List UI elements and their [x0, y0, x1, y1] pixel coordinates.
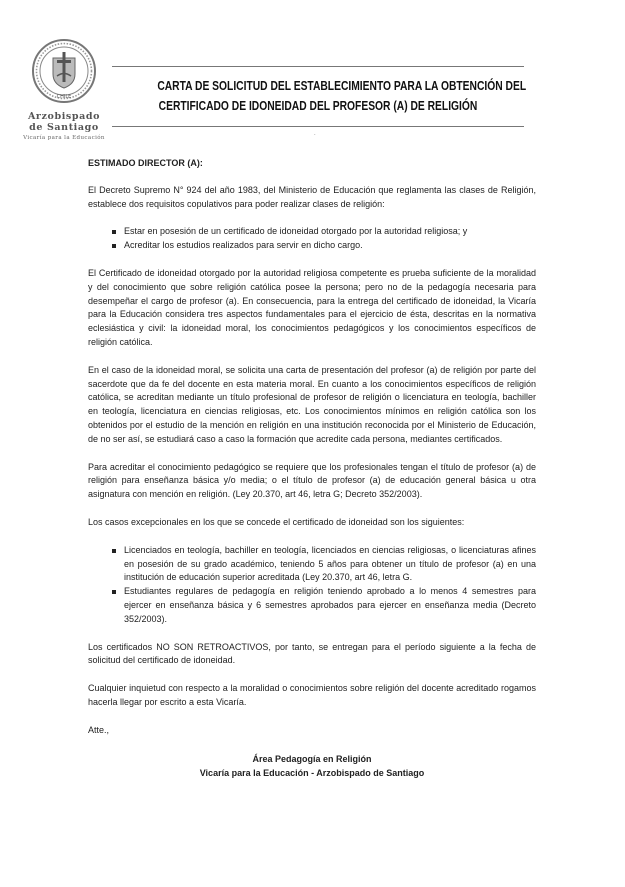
- paragraph-retroactive: Los certificados NO SON RETROACTIVOS, por tanto, se entregan para el período siguiente a la fecha de solicitud del certificado de idoneidad.: [88, 641, 536, 666]
- document-title: [157, 76, 527, 116]
- list-item-text: Estudiantes regulares de pedagogía en religión teniendo aprobado a lo menos 4 semestres para ejercer en enseñanza básica y 6 semestres aprobados para ejercer en enseñanza media (Decreto 352/2003).: [124, 586, 536, 624]
- title-line-2: CERTIFICADO DE IDONEIDAD DEL PROFESOR (A) DE RELIGIÓN: [158, 98, 478, 113]
- title-line-1: CARTA DE SOLICITUD DEL ESTABLECIMIENTO PARA LA OBTENCIÓN DEL: [157, 78, 527, 93]
- square-bullet-icon: [112, 590, 116, 594]
- arzobispado-seal-icon: [31, 38, 97, 104]
- square-bullet-icon: [112, 230, 116, 234]
- header-bottom-rule: [112, 126, 524, 127]
- arzobispado-logo: [22, 38, 106, 141]
- square-bullet-icon: [112, 244, 116, 248]
- logo-name-line1: Arzobispado: [27, 111, 101, 122]
- paragraph-moral: En el caso de la idoneidad moral, se solicita una carta de presentación del profesor (a) de religión por parte del sacerdote que da fe del docente en esta materia moral. En cuanto a los conocimientos específicos de religión católica, se acreditan mediante un título profesional de profesor de religión o licenciatura en teología, bachiller en teología, licenciatura en ciencias religiosas, etc. Los conocimientos mínimos en religión católica son los obtenidos por el estudio de la mención en religión en una institución reconocida por el Ministerio de Educación, de no ser así, se estudiará caso a caso la formación que acredite cada persona, mediantes certificados.: [88, 364, 536, 444]
- seal-text: CHILE: [56, 94, 72, 100]
- list-item-text: Acreditar los estudios realizados para servir en dicho cargo.: [124, 240, 363, 251]
- closing: Atte.,: [88, 724, 110, 735]
- requirements-list: [88, 225, 536, 253]
- list-item: [124, 585, 536, 626]
- list-item: [124, 544, 536, 585]
- paragraph-exceptional: Los casos excepcionales en los que se concede el certificado de idoneidad son los siguientes:: [88, 516, 465, 527]
- paragraph-pedagogic: Para acreditar el conocimiento pedagógico se requiere que los profesionales tengan el título de profesor (a) de religión para enseñanza básica y/o media; o el título de profesor (a) de educación general básica u otra asignatura con mención en religión. (Ley 20.370, art 46, letra G; Decreto 352/2003).: [88, 461, 536, 500]
- list-item: [124, 239, 536, 253]
- logo-name-line2: de Santiago: [29, 122, 99, 133]
- logo-subtitle: Vicaría para la Educación: [23, 135, 105, 141]
- signature-block: [88, 752, 536, 780]
- list-item: [124, 225, 536, 239]
- paragraph-decree: El Decreto Supremo N° 924 del año 1983, del Ministerio de Educación que reglamenta las clases de Religión, establece dos requisitos copulativos para poder realizar clases de religión:: [88, 184, 536, 209]
- small-mark: .: [314, 131, 316, 137]
- paragraph-certificate: El Certificado de idoneidad otorgado por la autoridad religiosa competente es prueba suficiente de la moralidad y del conocimiento que sobre religión católica posee la persona; pero no de la pedagogía necesaria para desempeñar el cargo de profesor (a). En consecuencia, para la entrega del certificado de idoneidad, la Vicaría para la Educación considera tres aspectos fundamentales para el ejercicio de ésta, descritas en la normativa eclesiástica y civil: la idoneidad moral, los conocimientos pedagógicos y los conocimientos específicos de religión católica.: [88, 267, 536, 347]
- header-top-rule: [112, 66, 524, 67]
- signature-line-2: Vicaría para la Educación - Arzobispado de Santiago: [199, 767, 425, 778]
- exceptions-list: [88, 544, 536, 627]
- signature-line-1: Área Pedagogía en Religión: [252, 753, 372, 764]
- list-item-text: Estar en posesión de un certificado de idoneidad otorgado por la autoridad religiosa; y: [124, 226, 468, 237]
- letter-body: [88, 157, 536, 780]
- list-item-text: Licenciados en teología, bachiller en teología, licenciados en ciencias religiosas, o licenciaturas afines en posesión de su grado académico, teniendo 5 años para obtener un título de profesor (a) en una institución de educación superior acreditada (Ley 20.370, art 46, letra G.: [124, 544, 536, 583]
- paragraph-inquiries: Cualquier inquietud con respecto a la moralidad o conocimientos sobre religión del docente acreditado rogamos hacerla llegar por escrito a esta Vicaría.: [88, 683, 536, 707]
- greeting: ESTIMADO DIRECTOR (A):: [88, 158, 203, 168]
- square-bullet-icon: [112, 549, 116, 553]
